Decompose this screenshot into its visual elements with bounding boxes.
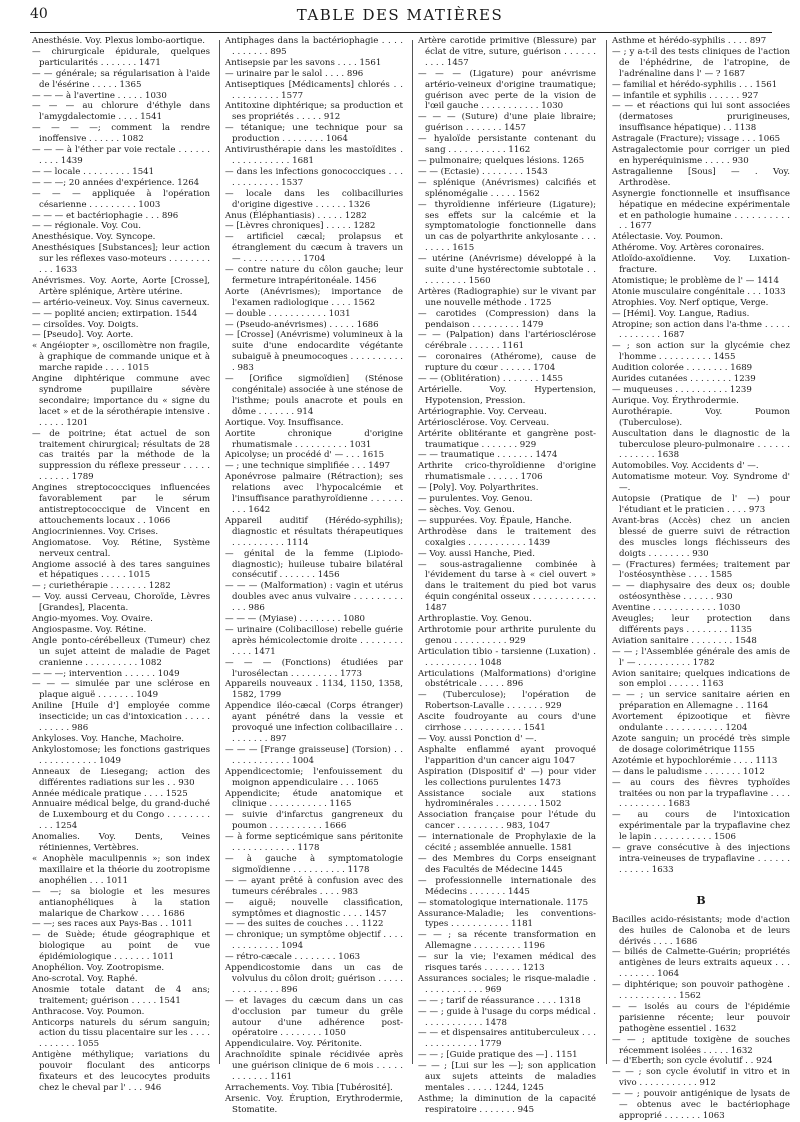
index-entry: — — ; l'Assemblée générale des amis de l' — . . . . . . . . . . 1782 bbox=[612, 646, 790, 668]
index-entry: Annuaire médical belge, du grand-duché de Luxembourg et du Congo . . . . . . . . . . . 1254 bbox=[32, 799, 210, 832]
index-entry: — génital de la femme (Lipiodo-diagnostic); huileuse tubaire bilatéral consécutif . . . . . . . 1456 bbox=[225, 548, 403, 581]
index-entry: Atélectasie. Voy. Poumon. bbox=[612, 232, 724, 243]
index-entry: — de Suède; étude géographique et biologique au point de vue épidémiologique . . . . . . . 1011 bbox=[32, 930, 210, 963]
index-entry: — — — —; comment la rendre inoffensive . . . . . . 1082 bbox=[32, 123, 210, 145]
index-entry: Appendiculaire. Voy. Péritonite. bbox=[225, 1039, 362, 1050]
index-entry: — sèches. Voy. Genou. bbox=[418, 504, 515, 515]
index-entry: Association française pour l'étude du cancer . . . . . . . . . 983, 1047 bbox=[418, 810, 596, 832]
index-entry: — — locale . . . . . . . . . 1541 bbox=[32, 166, 155, 177]
index-entry: — — régionale. Voy. Cou. bbox=[32, 221, 142, 232]
index-entry: — [Crosse] (Anévrisme) volumineux à la suite d'une endocardite végétante subaiguë à pneumocoques . . . . . . . . . . . 983 bbox=[225, 330, 403, 374]
index-entry: — sous-astragalienne combinée à l'évidement du tarse à « ciel ouvert » dans le traitement du pied bot varus équin congénital osseux . . . . . . . . . . . . 1487 bbox=[418, 559, 596, 614]
index-entry: — (Tuberculose); l'opération de Robertson-Lavalle . . . . . . . 929 bbox=[418, 690, 596, 712]
index-entry: — hyaloïde persistante contenant du sang . . . . . . . . . . . 1162 bbox=[418, 134, 596, 156]
index-entry: Artériosclérose. Voy. Cerveau. bbox=[418, 417, 550, 428]
index-entry: — — ; [Guide pratique des —] . 1151 bbox=[418, 1050, 578, 1061]
index-entry: — — (Oblitération) . . . . . . . 1455 bbox=[418, 374, 563, 385]
index-entry: Angiomatose. Voy. Rétine, Système nerveux central. bbox=[32, 537, 210, 559]
index-entry: — — ; tarif de réassurance . . . . 1318 bbox=[418, 995, 581, 1006]
index-entry: Atropine; son action dans l'a-thme . . . . . . . . . . . . . 1687 bbox=[612, 319, 790, 341]
column-divider bbox=[412, 40, 413, 1064]
index-entry: — Voy. aussi Ponction d' —. bbox=[418, 734, 537, 744]
index-entry: Artère carotide primitive (Blessure) par éclat de vitre, suture, guérison . . . . . . . . . . 1457 bbox=[418, 36, 596, 68]
index-entry: — infantile et syphilis . . . . . . 927 bbox=[612, 90, 759, 101]
index-entry: — suppurées. Voy. Épaule, Hanche. bbox=[418, 515, 572, 526]
index-entry: Antisepsie par les savons . . . . 1561 bbox=[225, 57, 382, 68]
index-column-4 bbox=[612, 36, 790, 1122]
index-entry: Arthrotomie pour arthrite purulente du genou . . . . . . . . . . 929 bbox=[418, 624, 596, 646]
index-entry: Avion sanitaire; quelques indications de son emploi . . . . . . 1163 bbox=[612, 668, 790, 690]
index-entry: Audition colorée . . . . . . . . 1689 bbox=[612, 363, 753, 374]
index-entry: — ; curiethérapie . . . . . . . 1282 bbox=[32, 581, 171, 592]
index-entry: Aspiration (Dispositif d' —) pour vider les collections purulentes 1473 bbox=[418, 766, 596, 788]
index-entry: — de poitrine; état actuel de son traitement chirurgical; résultats de 28 cas traités par la méthode de la suppression du réflexe presseur . . . . . . . . . . . 1789 bbox=[32, 428, 210, 483]
index-entry: Azote sanguin; un procédé très simple de dosage colorimétrique 1155 bbox=[612, 734, 790, 755]
index-entry: Angiospasme. Voy. Rétine. bbox=[32, 624, 147, 635]
index-entry: — à gauche à symptomatologie sigmoïdienne . . . . . . . . . . 1178 bbox=[225, 853, 403, 875]
index-entry: Artériographie. Voy. Cerveau. bbox=[418, 406, 547, 417]
index-entry: — muqueuses . . . . . . . . . . 1239 bbox=[612, 385, 752, 395]
index-entry: Anosmie totale datant de 4 ans; traitement; guérison . . . . . 1541 bbox=[32, 984, 210, 1006]
index-entry: Aorte (Anévrismes); importance de l'examen radiologique . . . . 1562 bbox=[225, 286, 403, 308]
index-entry: Atrophies. Voy. Nerf optique, Verge. bbox=[612, 297, 769, 308]
index-entry: — chronique; un symptôme objectif . . . . . . . . . . . . . 1094 bbox=[225, 930, 403, 952]
index-entry: Bacilles acido-résistants; mode d'action des huiles de Calonoba et de leurs dérivés . . . . 1686 bbox=[612, 914, 790, 947]
index-entry: — stomatologique internationale. 1175 bbox=[418, 897, 589, 908]
index-entry: — familial et hérédo-syphilis . . . 1561 bbox=[612, 79, 778, 90]
index-column-1 bbox=[32, 36, 210, 1094]
index-entry: « Angéiopter », oscillomètre non fragile, à graphique de commande unique et à marche rapide . . . . 1015 bbox=[32, 341, 210, 374]
index-entry: Artères (Radiographie) sur le vivant par une nouvelle méthode . 1725 bbox=[418, 286, 596, 308]
index-entry: Avortement épizootique et fièvre ondulante . . . . . . . . . . . 1204 bbox=[612, 712, 790, 734]
index-entry: — des Membres du Corps enseignant des Facultés de Médecine 1445 bbox=[418, 853, 596, 875]
index-entry: Artérite oblitérante et gangrène post-traumatique . . . . . . . 929 bbox=[418, 428, 596, 450]
index-entry: Arachnoïdite spinale récidivée après une guérison clinique de 6 mois . . . . . . . . . . . . 1161 bbox=[225, 1050, 403, 1083]
index-entry: — (Pseudo-anévrismes) . . . . . 1686 bbox=[225, 319, 379, 330]
index-entry: — au cours des fièvres typhoïdes traitées ou non par la trypaflavine . . . . . . . . . . . . . 1683 bbox=[612, 777, 790, 810]
index-entry: — — et dispensaires antituberculeux . . . . . . . . . . . . . 1779 bbox=[418, 1028, 596, 1050]
index-entry: — contre nature du côlon gauche; leur fermeture intrapéritonéale. 1456 bbox=[225, 265, 403, 286]
index-entry: — splénique (Anévrismes) calcifiés et splénomégalie . . . . . 1562 bbox=[418, 177, 596, 199]
page-title: TABLE DES MATIÈRES bbox=[296, 6, 504, 24]
index-entry: Antigène méthylique; variations du pouvoir floculant des anticorps fixateurs et des leucocytes produits chez le cheval par l' . . . 946 bbox=[32, 1050, 210, 1093]
index-entry: Arsenic. Voy. Éruption, Erythrodermie, Stomatite. bbox=[225, 1093, 403, 1115]
index-entry: — [Lèvres chroniques] . . . . . 1282 bbox=[225, 221, 376, 232]
index-entry: Ankylostomose; les fonctions gastriques . . . . . . . . . . . 1049 bbox=[32, 744, 210, 766]
index-entry: — — — et bactériophagie . . . 896 bbox=[32, 210, 179, 221]
index-entry: — purulentes. Voy. Genou. bbox=[418, 494, 533, 505]
index-entry: — (Fractures) fermées; traitement par l'ostéosynthèse . . . . 1585 bbox=[612, 559, 790, 581]
index-entry: — au cours de l'intoxication expérimentale par la trypaflavine chez le lapin . . . . . . . . . . . 1506 bbox=[612, 810, 790, 843]
index-entry: Arrachements. Voy. Tibia [Tubérosité]. bbox=[225, 1083, 393, 1093]
index-entry: — carotides (Compression) dans la pendaison . . . . . . . . . 1479 bbox=[418, 308, 596, 330]
page-header bbox=[30, 2, 770, 28]
index-entry: — — générale; sa régularisation à l'aide de l'ésérine . . . . . 1365 bbox=[32, 68, 210, 90]
column-divider bbox=[606, 40, 607, 1064]
index-entry: Anesthésique. Voy. Syncope. bbox=[32, 232, 156, 243]
index-entry: Artérielle. Voy. Hypertension, Hypotension, Pression. bbox=[418, 385, 596, 406]
index-entry: Aventine . . . . . . . . . . . . 1030 bbox=[612, 603, 741, 614]
index-entry: Articulation tibio - tarsienne (Luxation) . . . . . . . . . . . 1048 bbox=[418, 646, 596, 668]
index-entry: — — traumatique . . . . . . . 1474 bbox=[418, 450, 558, 461]
index-entry: — —; sa biologie et les mesures antianophéliques à la station malarique de Charkow . . . . 1686 bbox=[32, 886, 210, 919]
index-entry: Automatisme moteur. Voy. Syndrome d' —. bbox=[612, 472, 790, 494]
index-entry: Angiome associé à des tares sanguines et hépatiques . . . . . 1015 bbox=[32, 559, 210, 581]
index-entry: — thyroïdienne inférieure (Ligature); ses effets sur la calcémie et la symptomatologie fonctionnelle dans un cas de polyarthrite ankylosante . . . . . . . . 1615 bbox=[418, 199, 596, 254]
index-entry: Assurances sociales; le risque-maladie . . . . . . . . . . . . 969 bbox=[418, 973, 596, 995]
index-entry: Aortique. Voy. Insuffisance. bbox=[225, 417, 344, 428]
index-entry: — professionnelle internationale des Médecins . . . . . . . 1445 bbox=[418, 875, 596, 897]
index-entry: — coronaires (Athérome), cause de rupture du cœur . . . . . . 1704 bbox=[418, 352, 596, 374]
index-entry: — aiguë; nouvelle classification, symptômes et diagnostic . . . . 1457 bbox=[225, 897, 403, 919]
index-entry: — — (Palpation) dans l'artériosclérose cérébrale . . . . . . 1161 bbox=[418, 330, 596, 352]
index-entry: — et lavages du cæcum dans un cas d'occlusion par tumeur du grêle autour d'une adhérence post-opératoire . . . . . . . . 1050 bbox=[225, 995, 403, 1039]
index-entry: Articulations (Malformations) d'origine obstétricale . . . . . 896 bbox=[418, 668, 596, 690]
index-entry: — tétanique; une technique pour sa production . . . . . . . . 1064 bbox=[225, 123, 403, 145]
index-entry: Asthme; la diminution de la capacité respiratoire . . . . . . . 945 bbox=[418, 1093, 596, 1115]
index-entry: — — ; sa récente transformation en Allemagne . . . . . . . . . 1196 bbox=[418, 930, 596, 952]
index-entry: Athérome. Voy. Artères coronaires. bbox=[612, 243, 765, 254]
index-entry: — — et réactions qui lui sont associées (dermatoses prurigineuses, insuffisance hépatique) . . 1138 bbox=[612, 101, 790, 134]
index-entry: — urinaire (Colibacillose) rebelle guérie après hémicolectomie droite . . . . . . . . . . . . 1471 bbox=[225, 624, 403, 657]
index-entry: — [Poly]. Voy. Polyarthrites. bbox=[418, 483, 539, 494]
header-rule bbox=[30, 32, 772, 33]
index-entry: — cirsoïdes. Voy. Doigts. bbox=[32, 319, 139, 330]
index-entry: — — — à l'avertine . . . . . 1030 bbox=[32, 90, 167, 101]
index-entry: — — —; 20 années d'expérience. 1264 bbox=[32, 177, 200, 188]
index-entry: — ; une technique simplifiée . . . 1497 bbox=[225, 461, 391, 472]
index-entry: Anévrismes. Voy. Aorte, Aorte [Crosse], Artère splénique, Artère utérine. bbox=[32, 275, 210, 297]
index-entry: — utérine (Anévrisme) développé à la suite d'une hystérectomie subtotale . . . . . . . . . . 1560 bbox=[418, 254, 596, 286]
index-entry: — — ayant prêté à confusion avec des tumeurs cérébrales . . . . 983 bbox=[225, 875, 403, 897]
index-entry: Asphalte enflammé ayant provoqué l'apparition d'un cancer aigu 1047 bbox=[418, 744, 596, 766]
index-entry: — — ; guide à l'usage du corps médical . . . . . . . . . . . . 1478 bbox=[418, 1006, 596, 1028]
index-entry: — Voy. aussi Hanche, Pied. bbox=[418, 548, 535, 559]
index-entry: Anneaux de Liesegang; action des différentes radiations sur les . . 930 bbox=[32, 766, 210, 788]
index-entry: Appareils nouveaux . 1134, 1150, 1358, 1582, 1799 bbox=[225, 679, 403, 701]
index-entry: Aviation sanitaire . . . . . . . . 1548 bbox=[612, 635, 757, 646]
index-entry: — — (Ectasie) . . . . . . . . 1543 bbox=[418, 166, 548, 177]
index-entry: Automobiles. Voy. Accidents d' —. bbox=[612, 461, 759, 472]
index-entry: Antiseptiques [Médicaments] chlorés . . . . . . . . . . . 1577 bbox=[225, 79, 403, 101]
index-entry: Appareil auditif (Hérédo-syphilis); diagnostic et résultats thérapeutiques . . . . . . . . . . 1114 bbox=[225, 515, 403, 548]
index-entry: — pulmonaire; quelques lésions. 1265 bbox=[418, 155, 585, 166]
index-entry: Aponévrose palmaire (Rétraction); ses relations avec l'hypocalcémie et l'insuffisance parathyroïdienne . . . . . . . . . 1642 bbox=[225, 472, 403, 515]
index-entry: Atomistique; le problème de l' — 1414 bbox=[612, 275, 779, 286]
index-entry: Antivirusthérapie dans les mastoïdites . . . . . . . . . . . . 1681 bbox=[225, 145, 403, 166]
index-entry: — — — à l'éther par voie rectale . . . . . . . . . . 1439 bbox=[32, 145, 210, 166]
index-entry: Assistance sociale aux stations hydrominérales . . . . . . . . 1502 bbox=[418, 788, 596, 810]
index-entry: — à forme septicémique sans péritonite . . . . . . . . . . . . 1178 bbox=[225, 832, 403, 854]
index-entry: Auscultation dans le diagnostic de la tuberculose pleuro-pulmonaire . . . . . . . . . . . . . 1638 bbox=[612, 428, 790, 461]
index-entry: Atloïdo-axoïdienne. Voy. Luxation-fracture. bbox=[612, 254, 790, 276]
index-entry: Astragalectomie pour corriger un pied en hyperéquinisme . . . . . 930 bbox=[612, 145, 790, 166]
index-entry: — Voy. aussi Cerveau, Choroïde, Lèvres [Grandes], Placenta. bbox=[32, 592, 210, 614]
index-column-2 bbox=[225, 36, 403, 1116]
index-entry: — artério-veineux. Voy. Sinus caverneux. bbox=[32, 297, 210, 308]
index-entry: — locale dans les colibacilluries d'origine digestive . . . . . . 1326 bbox=[225, 188, 403, 210]
index-entry: Angio-myomes. Voy. Ovaire. bbox=[32, 614, 153, 625]
index-entry: — — — (Fonctions) étudiées par l'urosélectan . . . . . . . . . 1773 bbox=[225, 657, 403, 679]
index-entry: Antitoxine diphtérique; sa production et ses propriétés . . . . . 912 bbox=[225, 101, 403, 123]
index-entry: — [Hémi]. Voy. Langue, Radius. bbox=[612, 308, 750, 319]
index-entry: — suivie d'infarctus gangreneux du poumon . . . . . . . . . . 1666 bbox=[225, 810, 403, 832]
index-entry: Angine diphtérique commune avec syndrome pupillaire sévère secondaire; importance du « signe du lacet » et de la sérothérapie intensive . . . . . . 1201 bbox=[32, 374, 210, 428]
index-entry: Anesthésie. Voy. Plexus lombo-aortique. bbox=[32, 36, 206, 46]
index-entry: — double . . . . . . . . . . . 1031 bbox=[225, 308, 351, 319]
index-entry: — — — (Suture) d'une plaie libraire; guérison . . . . . . . 1457 bbox=[418, 112, 596, 134]
index-entry: — — — au chlorure d'éthyle dans l'amygdalectomie . . . . 1541 bbox=[32, 101, 210, 123]
index-entry: Arthroplastie. Voy. Genou. bbox=[418, 614, 532, 625]
index-entry: Ankyloses. Voy. Hanche, Machoire. bbox=[32, 734, 185, 744]
index-entry: — — isolés au cours de l'épidémie parisienne récente; leur pouvoir pathogène essentiel . 1632 bbox=[612, 1001, 790, 1034]
index-entry: Antiphages dans la bactériophagie . . . . . . . . . . . 895 bbox=[225, 36, 403, 57]
section-heading: B bbox=[696, 893, 706, 907]
index-entry: — — — (Malformation) : vagin et utérus doubles avec anus vulvaire . . . . . . . . . . . . 986 bbox=[225, 581, 403, 614]
index-entry: Angle ponto-cérébelleux (Tumeur) chez un sujet atteint de maladie de Paget cranienne . . . . . . . . . . 1082 bbox=[32, 635, 210, 668]
index-entry: Angiocriniennes. Voy. Crises. bbox=[32, 526, 159, 537]
index-entry: — [Pseudo]. Voy. Aorte. bbox=[32, 330, 134, 341]
index-entry: — biliés de Calmette-Guérin; propriétés antigènes de leurs extraits aqueux . . . . . . . . . . 1064 bbox=[612, 947, 790, 980]
index-entry: Apicolyse; un procédé d' — . . . 1615 bbox=[225, 450, 385, 461]
index-entry: Aurides cutanées . . . . . . . . 1239 bbox=[612, 374, 756, 385]
index-entry: Assurance-Maladie; les conventions-types . . . . . . . . . . . 1181 bbox=[418, 908, 596, 930]
index-entry: — — — (Ligature) pour anévrisme artério-veineux d'origine traumatique; guérison avec perte de la vision de l'œil gauche . . . . . . . . . . . 1030 bbox=[418, 68, 596, 112]
index-entry: Ano-scrotal. Voy. Raphé. bbox=[32, 973, 138, 984]
index-entry: — ; y a-t-il des tests cliniques de l'action de l'éphédrine, de l'atropine, de l'adrénaline dans l' — ? 1687 bbox=[612, 46, 790, 79]
index-entry: — dans le paludisme . . . . . . . 1012 bbox=[612, 766, 765, 777]
index-entry: — — — simulée par une sclérose en plaque aiguë . . . . . . . 1049 bbox=[32, 679, 210, 701]
column-divider bbox=[219, 40, 220, 1064]
index-entry: Astragale (Fracture); vissage . . . 1065 bbox=[612, 134, 781, 145]
page-number: 40 bbox=[30, 6, 48, 22]
index-entry: Asthme et hérédo-syphilis . . . . 897 bbox=[612, 36, 767, 46]
index-entry: — — — (Myiase) . . . . . . . . 1080 bbox=[225, 614, 366, 625]
index-entry: — d'Eberth; son cycle évolutif . . 924 bbox=[612, 1056, 773, 1067]
index-entry: — — ; son cycle évolutif in vitro et in vivo . . . . . . . . . . . 912 bbox=[612, 1067, 790, 1089]
index-entry: Atonie musculaire congénitale . . . 1033 bbox=[612, 286, 786, 297]
index-entry: Appendicite; étude anatomique et clinique . . . . . . . . . . . 1165 bbox=[225, 788, 403, 810]
index-entry: Astragalienne [Sous] — . Voy. Arthrodèse. bbox=[612, 166, 790, 188]
index-entry: Anus (Éléphantiasis) . . . . . 1282 bbox=[225, 210, 367, 221]
index-entry: Aurique. Voy. Érythrodermie. bbox=[612, 395, 739, 406]
index-entry: Arthrite crico-thyroïdienne d'origine rhumatismale . . . . . . 1706 bbox=[418, 461, 596, 483]
index-entry: — ; son action sur la glycémie chez l'homme . . . . . . . . . . 1455 bbox=[612, 341, 790, 363]
index-entry: — — ; un service sanitaire aérien en préparation en Allemagne . . 1164 bbox=[612, 690, 790, 712]
index-entry: — — des suites de couches . . . 1122 bbox=[225, 919, 384, 930]
index-entry: Angines streptococciques influencées favorablement par le sérum antistreptococcique de Vincent en attouchements locaux . . 1066 bbox=[32, 483, 210, 526]
index-entry: — — diaphysaire des deux os; double ostéosynthèse . . . . . . 930 bbox=[612, 581, 790, 603]
index-entry: — artificiel cæcal; prolapsus et étranglement du cæcum à travers un — . . . . . . . . . . . 1704 bbox=[225, 232, 403, 265]
index-entry: Aniline [Huile d'] employée comme insecticide; un cas d'intoxication . . . . . . . . . . . 986 bbox=[32, 701, 210, 734]
index-entry: Avant-bras (Accès) chez un ancien blessé de guerre suivi de rétraction des muscles longs fléchisseurs des doigts . . . . . . . . 930 bbox=[612, 515, 790, 559]
index-entry: Arthrodèse dans le traitement des coxalgies . . . . . . . . . . . 1439 bbox=[418, 526, 596, 548]
index-entry: Asynergie fonctionnelle et insuffisance hépatique en médecine expérimentale et en pathologie humaine . . . . . . . . . . . . 1677 bbox=[612, 188, 790, 232]
index-entry: Ascite foudroyante au cours d'une cirrhose . . . . . . . . . . . 1541 bbox=[418, 712, 596, 734]
index-entry: Appendicostomie dans un cas de volvulus du côlon droit; guérison . . . . . . . . . . . . . . 896 bbox=[225, 963, 403, 995]
index-entry: Anomalies. Voy. Dents, Veines rétiniennes, Vertèbres. bbox=[32, 832, 210, 854]
index-entry: Appendice iléo-cæcal (Corps étranger) ayant pénétré dans la vessie et provoqué une infection colibacillaire . . . . . . . . . 897 bbox=[225, 701, 403, 744]
index-entry: Appendicectomie; l'enfouissement du moignon appendiculaire . . . 1065 bbox=[225, 766, 403, 788]
index-entry: — [Orifice sigmoïdien] (Sténose congénitale) associée à une sténose de l'isthme; pouls anacrote et pouls en dôme . . . . . . . 914 bbox=[225, 374, 403, 417]
index-entry: Anticorps naturels du sérum sanguin; action du tissu placentaire sur les . . . . . . . . . . . 1055 bbox=[32, 1017, 210, 1050]
index-entry: « Anophèle maculipennis »; son index maxillaire et la théorie du zootropisme anophélien . . . 1011 bbox=[32, 853, 210, 886]
index-entry: Aveugles; leur protection dans différents pays . . . . . . . . 1135 bbox=[612, 614, 790, 635]
index-entry: Année médicale pratique . . . . 1525 bbox=[32, 788, 188, 799]
index-entry: Anesthésiques [Substances]; leur action sur les réflexes vaso-moteurs . . . . . . . . . . . 1633 bbox=[32, 243, 210, 276]
index-entry: — — ; pouvoir antigénique de lysats de — obtenus avec le bactériophage approprié . . . . . . . 1063 bbox=[612, 1089, 790, 1121]
index-entry: Anophélion. Voy. Zootropisme. bbox=[32, 963, 165, 974]
index-column-3 bbox=[418, 36, 596, 1116]
index-entry: — internationale de Prophylaxie de la cécité ; assemblée annuelle. 1581 bbox=[418, 832, 596, 854]
index-entry: — urinaire par le salol . . . . 896 bbox=[225, 68, 364, 79]
index-entry: — — ; aptitude toxigène de souches récemment isolées . . . . . 1632 bbox=[612, 1034, 790, 1056]
index-entry: — — poplité ancien; extirpation. 1544 bbox=[32, 308, 198, 319]
index-entry: — — — [Frange graisseuse] (Torsion) . . . . . . . . . . . . . 1004 bbox=[225, 744, 403, 766]
index-entry: Aurothérapie. Voy. Poumon (Tuberculose). bbox=[612, 406, 790, 428]
index-entry: — dans les infections gonococciques . . . . . . . . . . . . 1537 bbox=[225, 166, 403, 188]
index-entry: Autopsie (Pratique de l' —) pour l'étudiant et le praticien . . . . 973 bbox=[612, 494, 790, 515]
index-entry: — sur la vie; l'examen médical des risques tarés . . . . . . . 1213 bbox=[418, 952, 596, 974]
index-entry: — —; ses races aux Pays-Bas . . 1011 bbox=[32, 919, 193, 930]
index-entry: Azotémie et hypochlorémie . . . . 1113 bbox=[612, 755, 778, 766]
index-entry: Aortite chronique d'origine rhumatismale . . . . . . . . . . 1031 bbox=[225, 428, 403, 450]
index-entry: — — —; intervention . . . . . . 1049 bbox=[32, 668, 180, 679]
index-entry: — chirurgicale épidurale, quelques particularités . . . . . . . 1471 bbox=[32, 46, 210, 68]
index-entry: Anthracose. Voy. Poumon. bbox=[32, 1006, 145, 1017]
index-entry: — — ; [Lui sur les —]; son application aux sujets atteints de maladies mentales . . . . . 1244, 1245 bbox=[418, 1061, 596, 1093]
index-entry: — diphtérique; son pouvoir pathogène . . . . . . . . . . . . 1562 bbox=[612, 980, 790, 1002]
index-entry: — — — appliquée à l'opération césarienne . . . . . . . . . 1003 bbox=[32, 188, 210, 210]
index-entry: — grave consécutive à des injections intra-veineuses de trypaflavine . . . . . . . . . . . . 1633 bbox=[612, 843, 790, 875]
index-entry: — rétro-cæcale . . . . . . . . 1063 bbox=[225, 952, 361, 963]
